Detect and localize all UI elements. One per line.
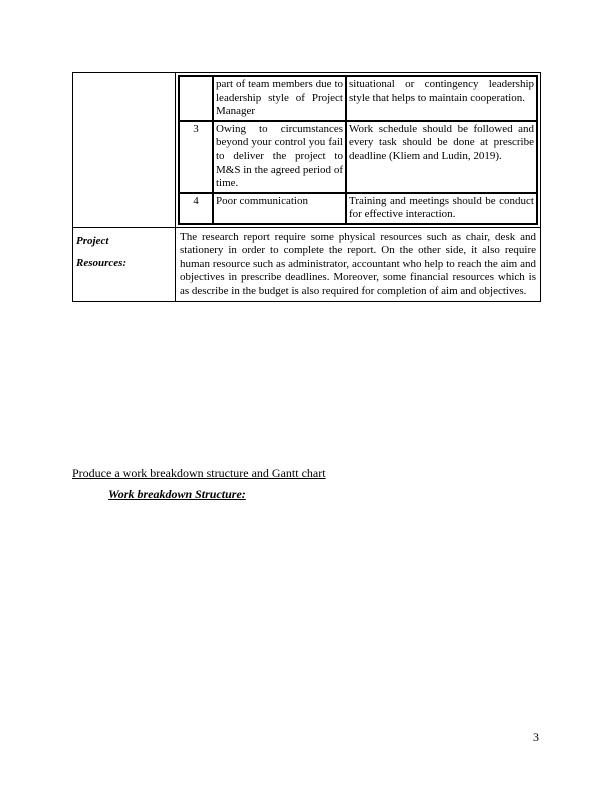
resources-label-line2: Resources: xyxy=(76,256,127,269)
section-heading: Produce a work breakdown structure and Gantt chart xyxy=(72,466,326,480)
risk-number: 3 xyxy=(179,121,213,193)
risk-description: Owing to circumstances beyond your control you fail to deliver the project to M&S in the agreed period of time. xyxy=(213,121,346,193)
risk-description: Poor communication xyxy=(213,193,346,224)
resources-text: The research report require some physical resources such as chair, desk and stationery in order to complete the report. On the other side, it also require human resource such as administrator, accountant who help to reach the aim and objectives in prescribe deadlines. Moreover, some financial resources which is as describe in the budget is also required for completion of aim and objectives. xyxy=(180,230,536,297)
table-row xyxy=(179,121,537,193)
resources-row xyxy=(73,227,541,301)
project-plan-table xyxy=(72,72,541,302)
table-row xyxy=(179,76,537,121)
table-row xyxy=(179,193,537,224)
wbs-subheading: Work breakdown Structure: xyxy=(108,487,246,501)
resources-label-line1: Project xyxy=(76,234,109,247)
risk-table xyxy=(178,75,538,225)
risk-number xyxy=(179,76,213,121)
risk-row xyxy=(73,73,541,228)
risk-description: part of team members due to leadership style of Project Manager xyxy=(213,76,346,121)
resources-content xyxy=(176,227,541,301)
empty-label-cell xyxy=(73,73,176,228)
risk-mitigation: Training and meetings should be conduct for effective interaction. xyxy=(346,193,537,224)
resources-label xyxy=(73,227,176,301)
risk-table-cell xyxy=(176,73,541,228)
risk-mitigation: situational or contingency leadership style that helps to maintain cooperation. xyxy=(346,76,537,121)
page-number: 3 xyxy=(533,730,539,744)
risk-number: 4 xyxy=(179,193,213,224)
risk-mitigation: Work schedule should be followed and every task should be done at prescribe deadline (Kliem and Ludin, 2019). xyxy=(346,121,537,193)
